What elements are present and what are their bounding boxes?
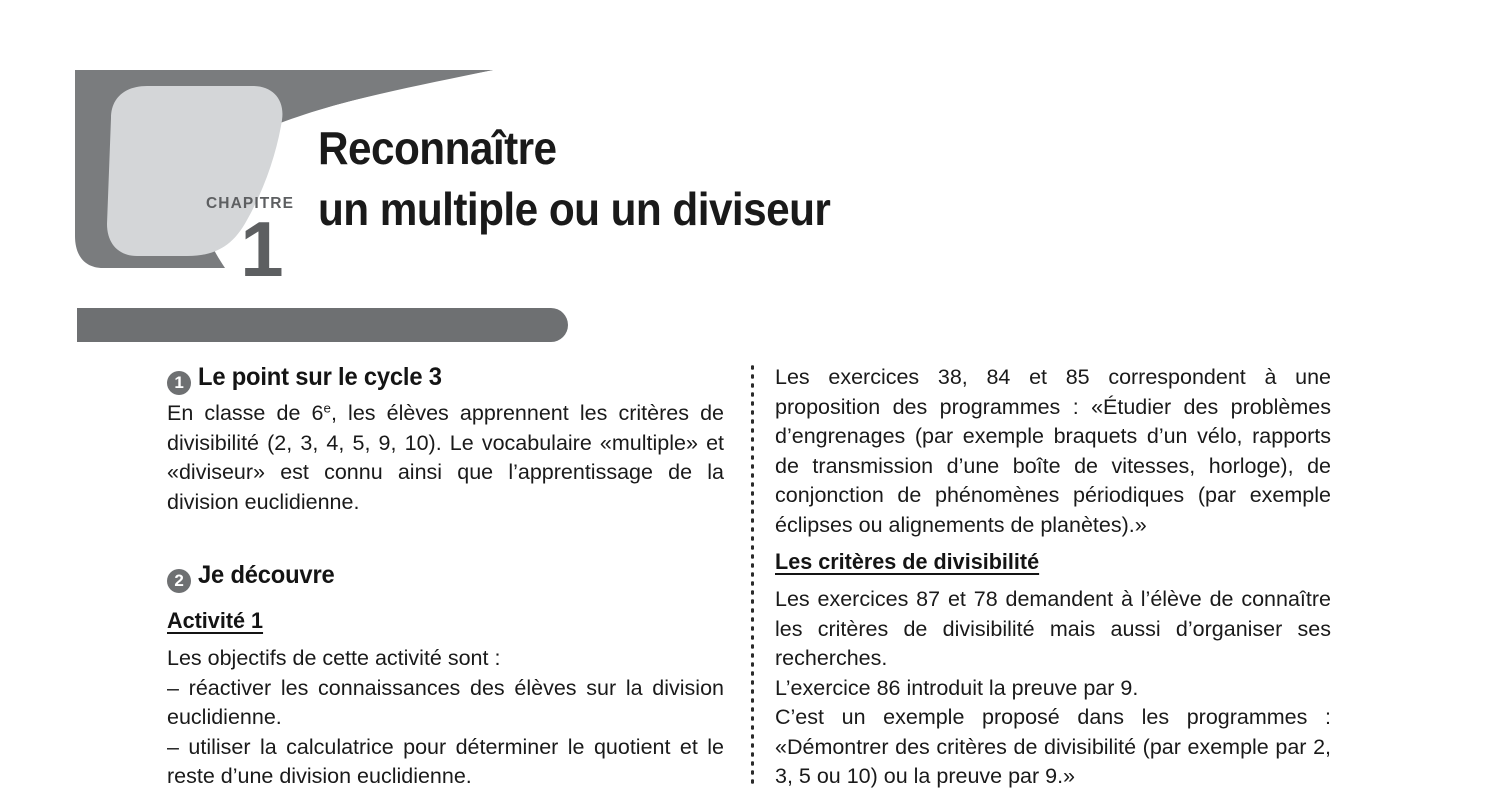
page-title-line-2: un multiple ou un diviseur [318, 183, 831, 236]
right-column [775, 363, 1331, 792]
chapter-label: CHAPITRE [206, 195, 295, 212]
page-title-line-1: Reconnaître [318, 122, 557, 174]
section-heading-1 [167, 363, 724, 392]
section-1-paragraph [167, 399, 724, 517]
chapter-number: 1 [240, 205, 284, 293]
criteria-subheading: Les critères de divisibilité [775, 549, 1040, 574]
activity-objectives-intro: Les objectifs de cette activité sont : [167, 646, 501, 670]
left-column [167, 363, 724, 792]
activity-objective-item-1: – réactiver les connaissances des élèves sur la division euclidienne. [167, 675, 724, 729]
section-1-paragraph-pre: En classe de 6 [167, 401, 324, 425]
ordinal-suffix: e [323, 400, 331, 416]
section-1-paragraph-post: , les élèves apprennent les critères de divisibilité (2, 3, 4, 5, 9, 10). Le vocabulaire «multiple» et «diviseur» est connu ainsi que l’apprentissage de la division euclidienne. [167, 401, 725, 514]
activity-subheading-wrap [167, 608, 724, 634]
right-paragraph-1: Les exercices 38, 84 et 85 correspondent à une proposition des programmes : «Étudier des problèmes d’engrenages (par exemple braquets d’un vélo, rapports de transmission d’une boîte de vitesses, horloge), de conjonction de phénomènes périodiques (par exemple éclipses ou alignements de planètes).» [775, 365, 1331, 537]
right-paragraph-3: L’exercice 86 introduit la preuve par 9. [775, 675, 1139, 700]
activity-objective-item-2: – utiliser la calculatrice pour déterminer le quotient et le reste d’une division euclidienne. [167, 734, 724, 788]
right-paragraph-2: Les exercices 87 et 78 demandent à l’élève de connaître les critères de divisibilité mais aussi d’organiser ses recherches. [775, 587, 1331, 670]
section-number-badge-2: 2 [167, 569, 191, 593]
intentions-pedagogiques-banner [77, 308, 568, 342]
section-number-badge-1: 1 [167, 371, 191, 395]
section-heading-2-text: Je découvre [198, 561, 335, 589]
criteria-subheading-wrap [775, 549, 1331, 575]
column-divider [751, 363, 754, 785]
page-title [318, 118, 1017, 240]
banner-label: INTENTIONS PÉDAGOGIQUES [95, 5, 415, 31]
section-heading-2 [167, 561, 724, 590]
section-heading-1-text: Le point sur le cycle 3 [198, 363, 442, 391]
right-paragraph-4: C’est un exemple proposé dans les programmes : «Démontrer des critères de divisibilité (par exemple par 2, 3, 5 ou 10) ou la preuve par 9.» [775, 705, 1331, 788]
activity-subheading: Activité 1 [167, 608, 264, 633]
